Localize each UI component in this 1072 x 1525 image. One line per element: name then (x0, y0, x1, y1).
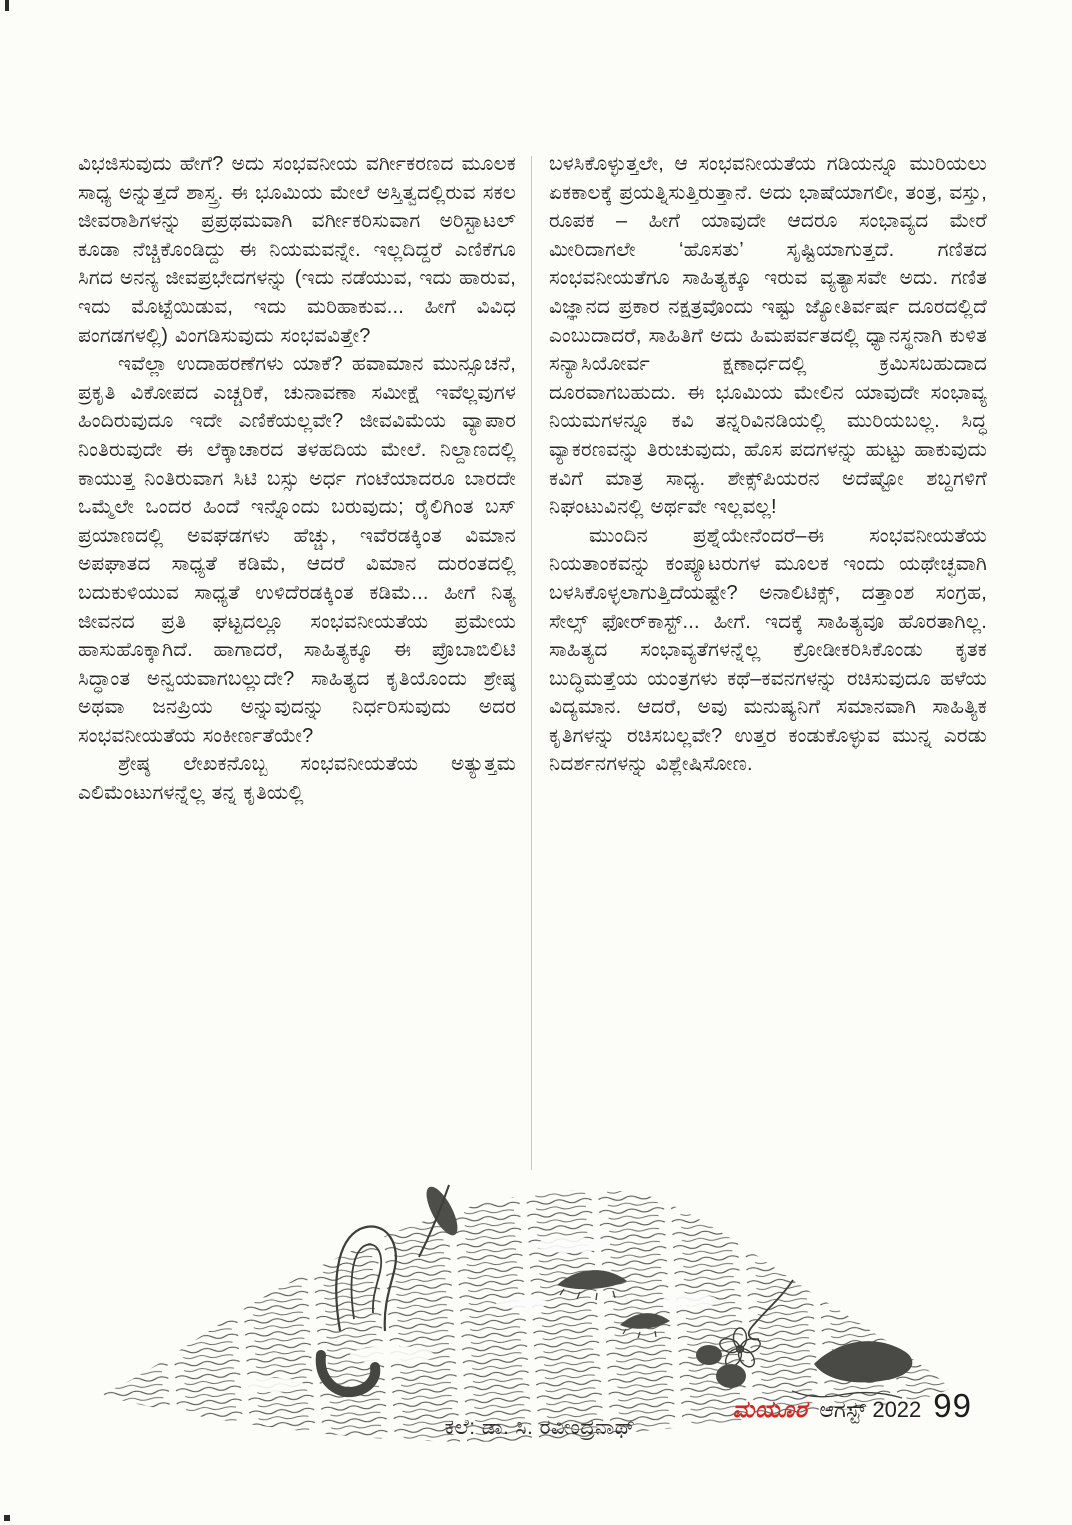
issue-date: ಆಗಸ್ಟ್ 2022 (819, 1397, 922, 1422)
text-column-right (549, 150, 987, 1190)
crop-mark (4, 1515, 10, 1521)
crop-mark (5, 0, 9, 11)
magazine-logo: ಮಯೂರ (732, 1396, 808, 1422)
paragraph: ಇವೆಲ್ಲಾ ಉದಾಹರಣೆಗಳು ಯಾಕೆ? ಹವಾಮಾನ ಮುನ್ಸೂಚನೆ, ಪ್ರಕೃತಿ ವಿಕೋಪದ ಎಚ್ಚರಿಕೆ, ಚುನಾವಣಾ ಸಮೀಕ್ಷೆ ಇವೆಲ್ಲವುಗಳ ಹಿಂದಿರುವುದೂ ಇದೇ ಎಣಿಕೆಯಲ್ಲವೇ? ಜೀವವಿಮೆಯ ವ್ಯಾಪಾರ ನಿಂತಿರುವುದೇ ಈ ಲೆಕ್ಕಾಚಾರದ ತಳಹದಿಯ ಮೇಲೆ. ನಿಲ್ದಾಣದಲ್ಲಿ ಕಾಯುತ್ತ ನಿಂತಿರುವಾಗ ಸಿಟಿ ಬಸ್ಸು ಅರ್ಧ ಗಂಟೆಯಾದರೂ ಬಾರದೇ ಒಮ್ಮೆಲೇ ಒಂದರ ಹಿಂದೆ ಇನ್ನೊಂದು ಬರುವುದು; ರೈಲಿಗಿಂತ ಬಸ್ ಪ್ರಯಾಣದಲ್ಲಿ ಅವಘಡಗಳು ಹೆಚ್ಚು, ಇವೆರಡಕ್ಕಿಂತ ವಿಮಾನ ಅಪಘಾತದ ಸಾಧ್ಯತೆ ಕಡಿಮೆ, ಆದರೆ ವಿಮಾನ ದುರಂತದಲ್ಲಿ ಬದುಕುಳಿಯುವ ಸಾಧ್ಯತೆ ಉಳಿದೆರಡಕ್ಕಿಂತ ಕಡಿಮೆ... ಹೀಗೆ ನಿತ್ಯ ಜೀವನದ ಪ್ರತಿ ಘಟ್ಟದಲ್ಲೂ ಸಂಭವನೀಯತೆಯ ಪ್ರಮೇಯ ಹಾಸುಹೊಕ್ಕಾಗಿದೆ. ಹಾಗಾದರೆ, ಸಾಹಿತ್ಯಕ್ಕೂ ಈ ಪ್ರೊಬಾಬಿಲಿಟಿ ಸಿದ್ಧಾಂತ ಅನ್ವಯವಾಗಬಲ್ಲುದೇ? ಸಾಹಿತ್ಯದ ಕೃತಿಯೊಂದು ಶ್ರೇಷ್ಠ ಅಥವಾ ಜನಪ್ರಿಯ ಅನ್ನುವುದನ್ನು ನಿರ್ಧರಿಸುವುದು ಅದರ ಸಂಭವನೀಯತೆಯ ಸಂಕೀರ್ಣತೆಯೇ? (78, 353, 516, 747)
illustration-caption: ಕಲೆ: ಡಾ. ಸಿ. ರವೀಂದ್ರನಾಥ್ (444, 1416, 636, 1439)
column-divider (531, 156, 532, 1170)
text-column-left (78, 150, 516, 1190)
paragraph: ಶ್ರೇಷ್ಠ ಲೇಖಕನೊಬ್ಬ ಸಂಭವನೀಯತೆಯ ಅತ್ಯುತ್ತಮ ಎಲಿಮೆಂಟುಗಳನ್ನೆಲ್ಲ ತನ್ನ ಕೃತಿಯಲ್ಲಿ (78, 753, 516, 805)
page-number: 99 (933, 1387, 972, 1424)
page-footer (733, 1387, 972, 1425)
paragraph: ಬಳಸಿಕೊಳ್ಳುತ್ತಲೇ, ಆ ಸಂಭವನೀಯತೆಯ ಗಡಿಯನ್ನೂ ಮುರಿಯಲು ಏಕಕಾಲಕ್ಕೆ ಪ್ರಯತ್ನಿಸುತ್ತಿರುತ್ತಾನೆ. ಅದು ಭಾಷೆಯಾಗಲೀ, ತಂತ್ರ, ವಸ್ತು, ರೂಪಕ – ಹೀಗೆ ಯಾವುದೇ ಆದರೂ ಸಂಭಾವ್ಯದ ಮೇರೆ ಮೀರಿದಾಗಲೇ ‘ಹೊಸತು’ ಸೃಷ್ಟಿಯಾಗುತ್ತದೆ. ಗಣಿತದ ಸಂಭವನೀಯತೆಗೂ ಸಾಹಿತ್ಯಕ್ಕೂ ಇರುವ ವ್ಯತ್ಯಾಸವೇ ಅದು. ಗಣಿತ ವಿಜ್ಞಾನದ ಪ್ರಕಾರ ನಕ್ಷತ್ರವೊಂದು ಇಷ್ಟು ಜ್ಯೋತಿರ್ವರ್ಷ ದೂರದಲ್ಲಿದೆ ಎಂಬುದಾದರೆ, ಸಾಹಿತಿಗೆ ಅದು ಹಿಮಪರ್ವತದಲ್ಲಿ ಧ್ಯಾನಸ್ಥನಾಗಿ ಕುಳಿತ ಸನ್ಯಾಸಿಯೋರ್ವ ಕ್ಷಣಾರ್ಧದಲ್ಲಿ ಕ್ರಮಿಸಬಹುದಾದ ದೂರವಾಗಬಹುದು. ಈ ಭೂಮಿಯ ಮೇಲಿನ ಯಾವುದೇ ಸಂಭಾವ್ಯ ನಿಯಮಗಳನ್ನೂ ಕವಿ ತನ್ನರಿವಿನಡಿಯಲ್ಲಿ ಮುರಿಯಬಲ್ಲ. ಸಿದ್ಧ ವ್ಯಾಕರಣವನ್ನು ತಿರುಚುವುದು, ಹೊಸ ಪದಗಳನ್ನು ಹುಟ್ಟು ಹಾಕುವುದು ಕವಿಗೆ ಮಾತ್ರ ಸಾಧ್ಯ. ಶೇಕ್ಸ್‌ಪಿಯರನ ಅದೆಷ್ಟೋ ಶಬ್ದಗಳಿಗೆ ನಿಘಂಟುವಿನಲ್ಲಿ ಅರ್ಥವೇ ಇಲ್ಲವಲ್ಲ! (549, 153, 987, 519)
paragraph: ವಿಭಜಿಸುವುದು ಹೇಗೆ? ಅದು ಸಂಭವನೀಯ ವರ್ಗೀಕರಣದ ಮೂಲಕ ಸಾಧ್ಯ ಅನ್ನುತ್ತದೆ ಶಾಸ್ತ್ರ. ಈ ಭೂಮಿಯ ಮೇಲೆ ಅಸ್ತಿತ್ವದಲ್ಲಿರುವ ಸಕಲ ಜೀವರಾಶಿಗಳನ್ನು ಪ್ರಪ್ರಥಮವಾಗಿ ವರ್ಗೀಕರಿಸುವಾಗ ಅರಿಸ್ಟಾಟಲ್ ಕೂಡಾ ನೆಚ್ಚಿಕೊಂಡಿದ್ದು ಈ ನಿಯಮವನ್ನೇ. ಇಲ್ಲದಿದ್ದರೆ ಎಣಿಕೆಗೂ ಸಿಗದ ಅನನ್ಯ ಜೀವಪ್ರಭೇದಗಳನ್ನು (ಇದು ನಡೆಯುವ, ಇದು ಹಾರುವ, ಇದು ಮೊಟ್ಟೆಯಿಡುವ, ಇದು ಮರಿಹಾಕುವ... ಹೀಗೆ ವಿವಿಧ ಪಂಗಡಗಳಲ್ಲಿ) ವಿಂಗಡಿಸುವುದು ಸಂಭವವಿತ್ತೇ? (78, 153, 516, 347)
paragraph: ಮುಂದಿನ ಪ್ರಶ್ನೆಯೇನೆಂದರೆ–ಈ ಸಂಭವನೀಯತೆಯ ನಿಯತಾಂಕವನ್ನು ಕಂಪ್ಯೂಟರುಗಳ ಮೂಲಕ ಇಂದು ಯಥೇಚ್ಛವಾಗಿ ಬಳಸಿಕೊಳ್ಳಲಾಗುತ್ತಿದೆಯಷ್ಟೇ? ಅನಾಲಿಟಿಕ್ಸ್, ದತ್ತಾಂಶ ಸಂಗ್ರಹ, ಸೇಲ್ಸ್ ಫೋರ್‌ಕಾಸ್ಟ್... ಹೀಗೆ. ಇದಕ್ಕೆ ಸಾಹಿತ್ಯವೂ ಹೊರತಾಗಿಲ್ಲ. ಸಾಹಿತ್ಯದ ಸಂಭಾವ್ಯತೆಗಳನ್ನೆಲ್ಲ ಕ್ರೋಡೀಕರಿಸಿಕೊಂಡು ಕೃತಕ ಬುದ್ಧಿಮತ್ತೆಯ ಯಂತ್ರಗಳು ಕಥೆ–ಕವನಗಳನ್ನು ರಚಿಸುವುದೂ ಹಳೆಯ ವಿದ್ಯಮಾನ. ಆದರೆ, ಅವು ಮನುಷ್ಯನಿಗೆ ಸಮಾನವಾಗಿ ಸಾಹಿತ್ಯಿಕ ಕೃತಿಗಳನ್ನು ರಚಿಸಬಲ್ಲವೇ? ಉತ್ತರ ಕಂಡುಕೊಳ್ಳುವ ಮುನ್ನ ಎರಡು ನಿದರ್ಶನಗಳನ್ನು ವಿಶ್ಲೇಷಿಸೋಣ. (549, 524, 987, 776)
